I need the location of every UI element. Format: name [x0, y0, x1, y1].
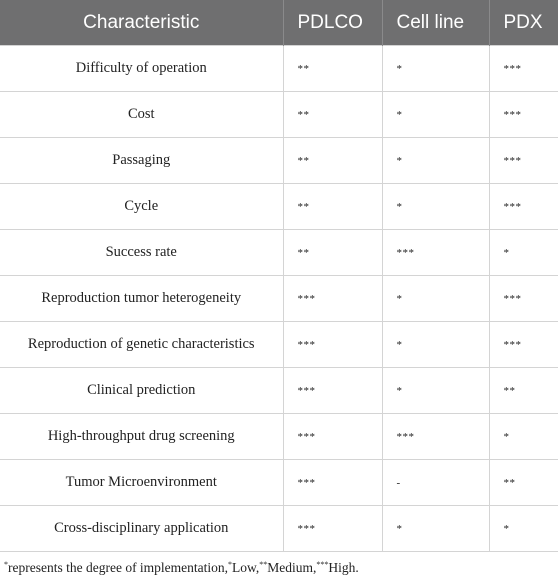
pdx-rating: *** [489, 46, 558, 92]
row-characteristic: Reproduction tumor heterogeneity [0, 276, 283, 322]
footnote-mark: ** [259, 560, 268, 569]
footnote-text: represents the degree of implementation, [8, 560, 229, 575]
pdx-rating: * [489, 506, 558, 552]
row-characteristic: Reproduction of genetic characteristics [0, 322, 283, 368]
table-row [0, 138, 558, 184]
pdlco-rating: *** [283, 506, 382, 552]
pdx-rating: * [489, 414, 558, 460]
pdx-rating: *** [489, 138, 558, 184]
footnote-low: Low, [232, 560, 260, 575]
table-row [0, 506, 558, 552]
pdx-rating: *** [489, 322, 558, 368]
row-characteristic: Success rate [0, 230, 283, 276]
cell-line-rating: * [382, 46, 489, 92]
table-header-row [0, 0, 558, 46]
footnote-mark: *** [316, 560, 329, 569]
pdx-rating: *** [489, 184, 558, 230]
pdlco-rating: *** [283, 368, 382, 414]
header-characteristic: Characteristic [0, 0, 283, 46]
pdx-rating: * [489, 230, 558, 276]
cell-line-rating: *** [382, 414, 489, 460]
table-row [0, 276, 558, 322]
table-footnote [4, 560, 359, 576]
row-characteristic: High-throughput drug screening [0, 414, 283, 460]
table-row [0, 414, 558, 460]
row-characteristic: Difficulty of operation [0, 46, 283, 92]
row-characteristic: Cost [0, 92, 283, 138]
cell-line-rating: * [382, 322, 489, 368]
cell-line-rating: * [382, 138, 489, 184]
pdx-rating: *** [489, 92, 558, 138]
table-row [0, 46, 558, 92]
row-characteristic: Cycle [0, 184, 283, 230]
pdlco-rating: *** [283, 460, 382, 506]
cell-line-rating: *** [382, 230, 489, 276]
pdx-rating: ** [489, 460, 558, 506]
header-pdx: PDX [489, 0, 558, 46]
cell-line-rating: * [382, 368, 489, 414]
pdlco-rating: ** [283, 138, 382, 184]
pdlco-rating: ** [283, 46, 382, 92]
pdx-rating: ** [489, 368, 558, 414]
footnote-mark: * [228, 560, 233, 569]
footnote-mark: * [4, 560, 8, 569]
pdlco-rating: ** [283, 184, 382, 230]
row-characteristic: Cross-disciplinary application [0, 506, 283, 552]
footnote-high: High. [328, 560, 359, 575]
header-pdlco: PDLCO [283, 0, 382, 46]
pdlco-rating: *** [283, 276, 382, 322]
row-characteristic: Passaging [0, 138, 283, 184]
pdlco-rating: ** [283, 230, 382, 276]
table-row [0, 322, 558, 368]
table-row [0, 230, 558, 276]
table-row [0, 460, 558, 506]
cell-line-rating: * [382, 184, 489, 230]
pdx-rating: *** [489, 276, 558, 322]
pdlco-rating: ** [283, 92, 382, 138]
pdlco-rating: *** [283, 322, 382, 368]
table-row [0, 92, 558, 138]
pdlco-rating: *** [283, 414, 382, 460]
cell-line-rating: * [382, 92, 489, 138]
cell-line-rating: * [382, 276, 489, 322]
footnote-medium: Medium, [267, 560, 317, 575]
table-row [0, 184, 558, 230]
header-cell-line: Cell line [382, 0, 489, 46]
cell-line-rating: - [382, 460, 489, 506]
row-characteristic: Clinical prediction [0, 368, 283, 414]
row-characteristic: Tumor Microenvironment [0, 460, 283, 506]
cell-line-rating: * [382, 506, 489, 552]
table-row [0, 368, 558, 414]
